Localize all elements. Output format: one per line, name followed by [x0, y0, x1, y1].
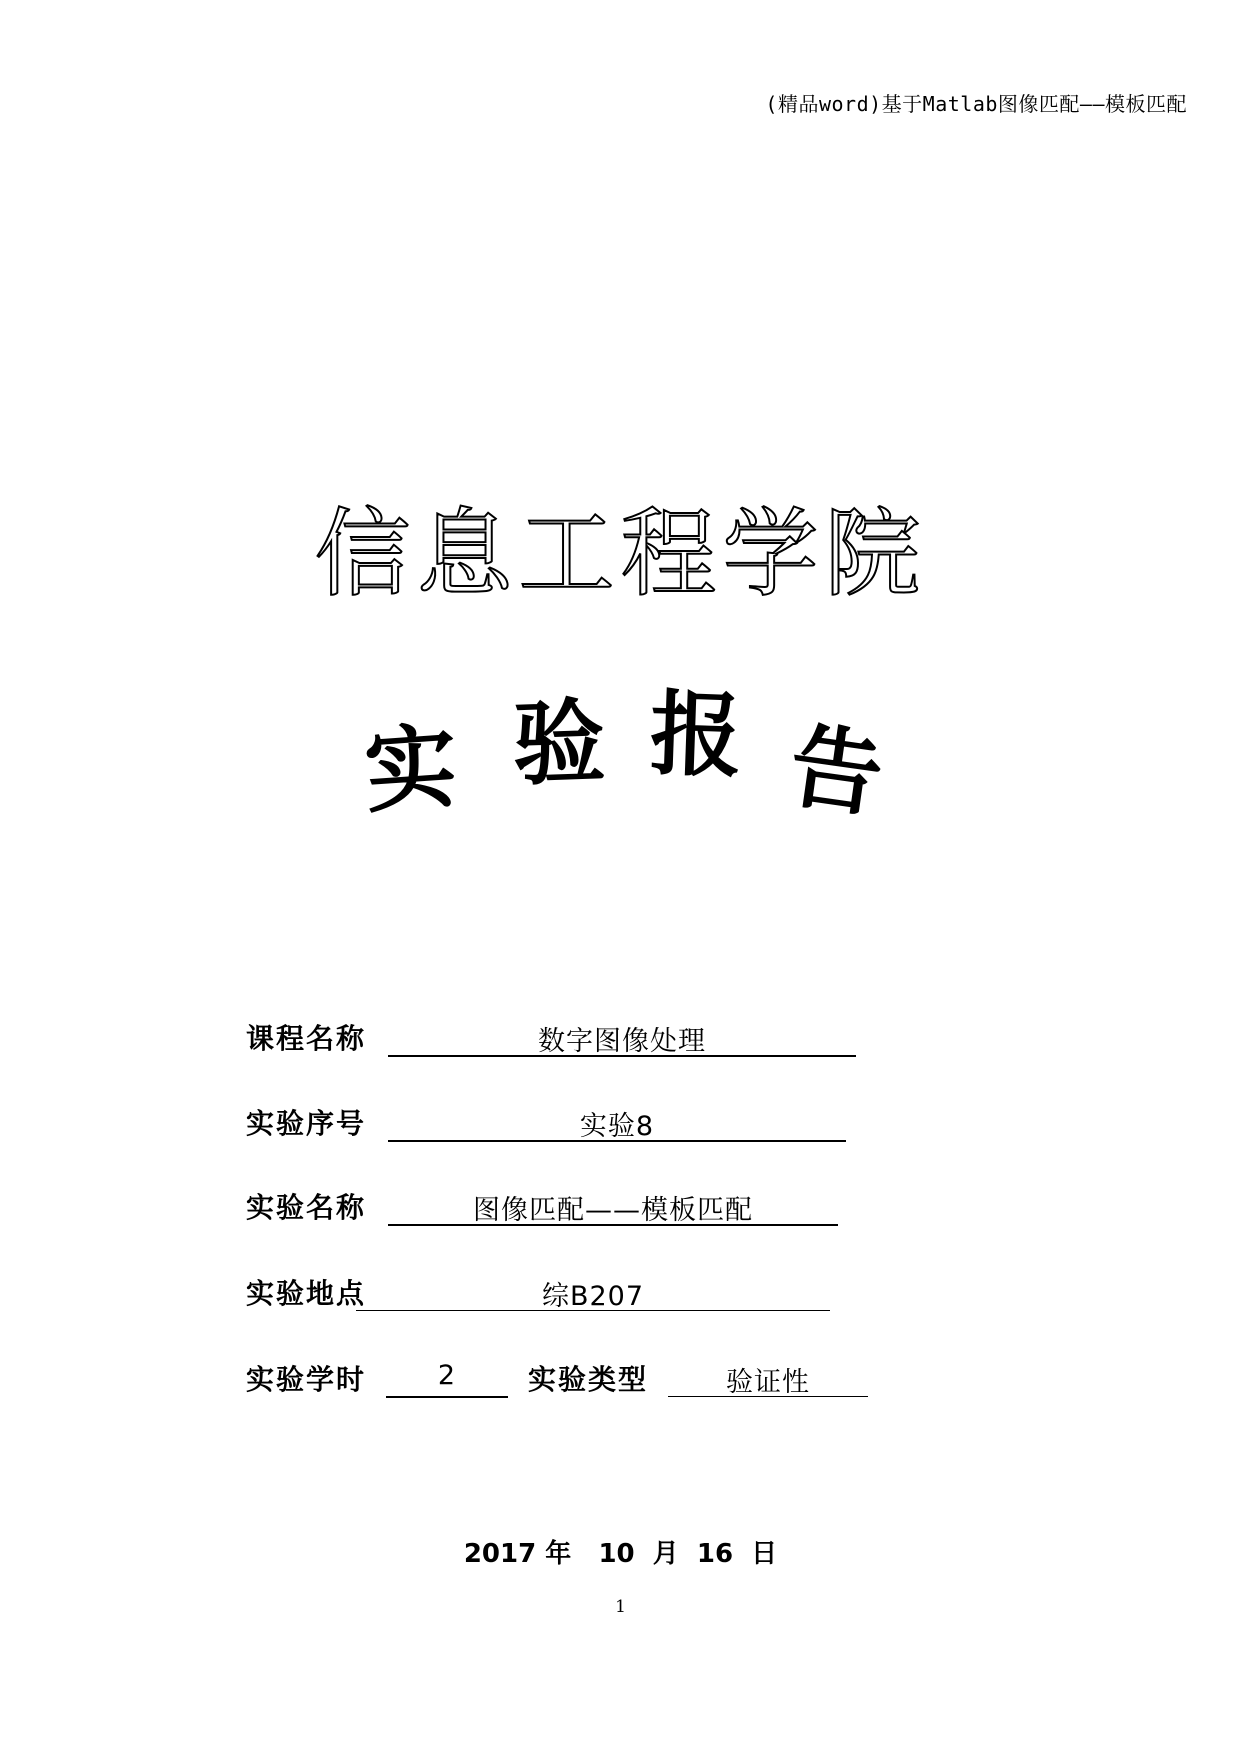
running-header: (精品word)基于Matlab图像匹配——模板匹配: [765, 92, 1187, 116]
report-title-char: 报: [648, 680, 744, 791]
course-name-label: 课程名称: [246, 1022, 367, 1055]
date-day: 16: [696, 1539, 734, 1569]
date-month-unit: 月: [652, 1539, 679, 1569]
experiment-name-label: 实验名称: [246, 1191, 367, 1224]
report-title-char: 告: [783, 712, 890, 831]
report-date: [0, 1533, 1241, 1570]
report-title-char: 验: [511, 688, 607, 799]
date-month: 10: [598, 1539, 635, 1569]
college-title: 信息工程学院: [314, 498, 927, 610]
course-name-value: 数字图像处理: [388, 1019, 856, 1057]
hours-value: 2: [386, 1360, 508, 1398]
experiment-no-value: 实验8: [388, 1104, 846, 1142]
type-label: 实验类型: [528, 1363, 649, 1396]
type-value: 验证性: [668, 1360, 868, 1397]
location-label: 实验地点: [246, 1277, 367, 1310]
report-title-char: 实: [361, 712, 461, 827]
date-year: 2017: [463, 1539, 537, 1569]
date-day-unit: 日: [751, 1539, 778, 1569]
experiment-no-label: 实验序号: [246, 1107, 367, 1140]
report-title: [0, 680, 1241, 831]
hours-label: 实验学时: [246, 1363, 367, 1396]
page-number: 1: [615, 1597, 626, 1617]
hours-type-row: [246, 1358, 906, 1398]
location-value: 综B207: [356, 1274, 830, 1311]
experiment-name-value: 图像匹配——模板匹配: [388, 1188, 838, 1226]
date-year-unit: 年: [545, 1539, 572, 1569]
